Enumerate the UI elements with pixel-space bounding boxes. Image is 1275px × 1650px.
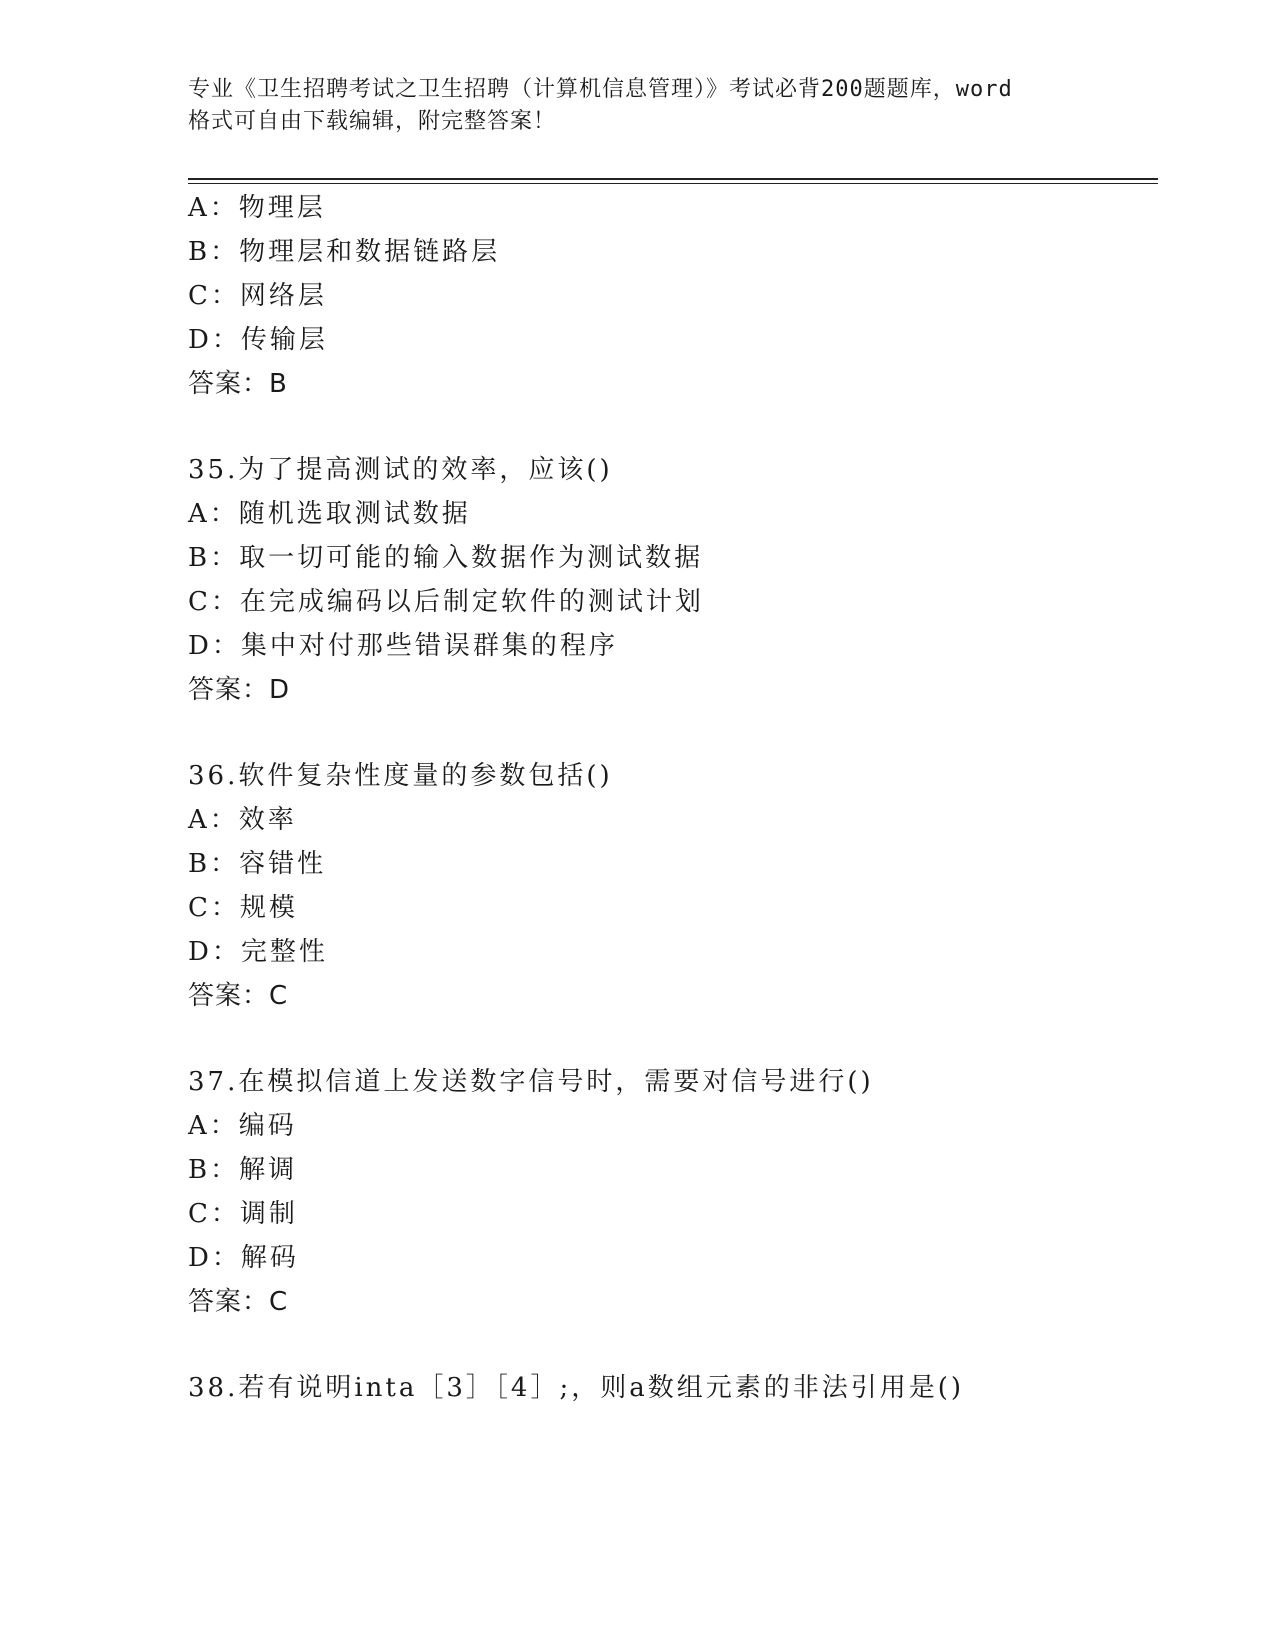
q34-answer: 答案：B <box>188 369 288 399</box>
q36-question: 36.软件复杂性度量的参数包括() <box>188 761 613 791</box>
q34-option-d: D：传输层 <box>188 325 328 355</box>
q35-answer: 答案：D <box>188 675 291 705</box>
header-divider-thin <box>188 183 1158 184</box>
q38-question: 38.若有说明inta［3］［4］;，则a数组元素的非法引用是() <box>188 1373 964 1403</box>
q37-option-d: D：解码 <box>188 1243 299 1273</box>
header-divider-thick <box>188 178 1158 180</box>
header-title-line-1: 专业《卫生招聘考试之卫生招聘（计算机信息管理）》考试必背200题题库，word <box>188 77 1013 102</box>
q37-question: 37.在模拟信道上发送数字信号时，需要对信号进行() <box>188 1067 874 1097</box>
q37-answer: 答案：C <box>188 1287 289 1317</box>
q34-option-c: C：网络层 <box>188 281 327 311</box>
q36-option-c: C：规模 <box>188 893 298 923</box>
q37-option-b: B：解调 <box>188 1155 298 1185</box>
q36-option-a: A：效率 <box>188 805 297 835</box>
q34-option-b: B：物理层和数据链路层 <box>188 237 501 267</box>
q36-option-d: D：完整性 <box>188 937 328 967</box>
q35-option-a: A：随机选取测试数据 <box>188 499 471 529</box>
q37-option-a: A：编码 <box>188 1111 297 1141</box>
q35-option-b: B：取一切可能的输入数据作为测试数据 <box>188 543 704 573</box>
q35-option-c: C：在完成编码以后制定软件的测试计划 <box>188 587 704 617</box>
q36-option-b: B：容错性 <box>188 849 327 879</box>
q34-option-a: A：物理层 <box>188 193 326 223</box>
header-title-line-2: 格式可自由下载编辑，附完整答案！ <box>188 109 557 134</box>
document-header <box>188 74 1088 138</box>
q35-question: 35.为了提高测试的效率，应该() <box>188 455 613 485</box>
q35-option-d: D：集中对付那些错误群集的程序 <box>188 631 618 661</box>
q36-answer: 答案：C <box>188 981 289 1011</box>
q37-option-c: C：调制 <box>188 1199 298 1229</box>
